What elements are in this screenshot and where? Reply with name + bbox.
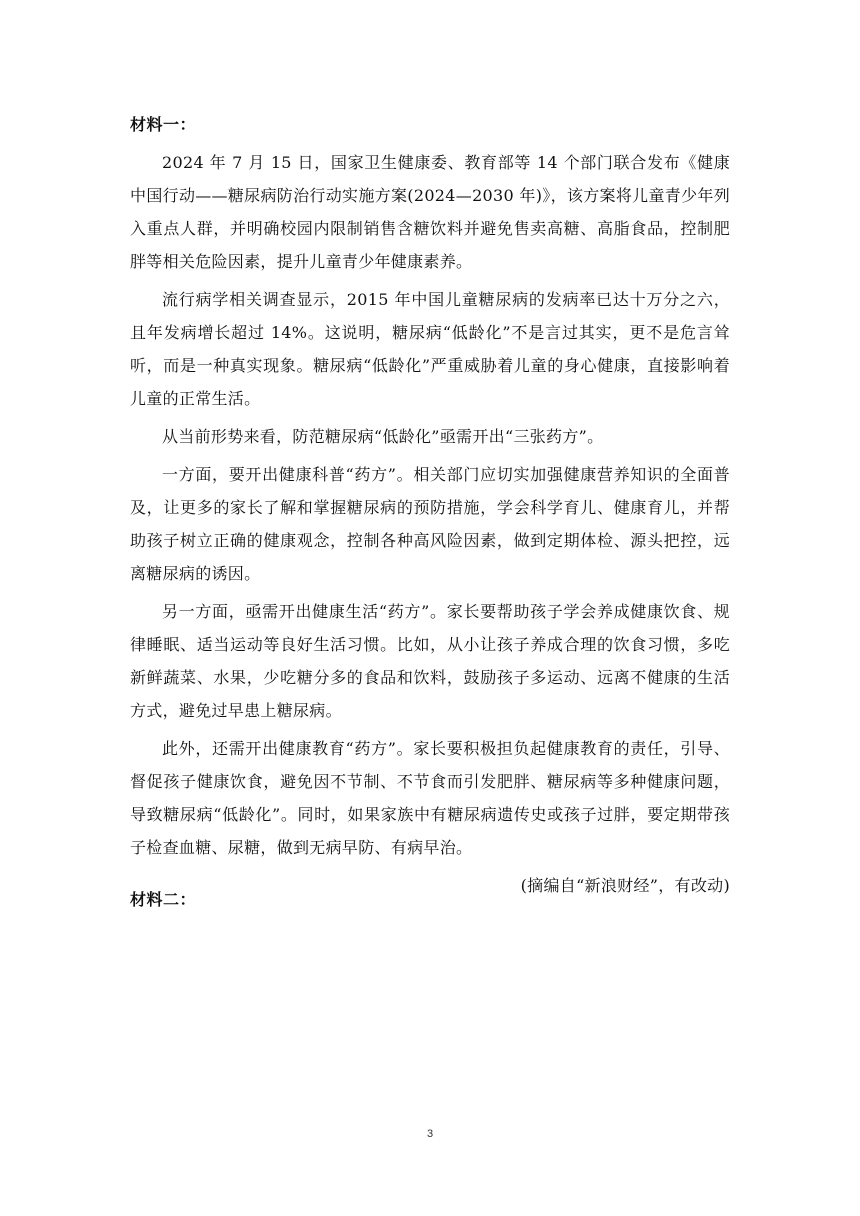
material-two-heading: 材料二： <box>130 890 197 909</box>
paragraph-6: 此外，还需开出健康教育“药方”。家长要积极担负起健康教育的责任，引导、督促孩子健康饮食，避免因不节制、不节食而引发肥胖、糖尿病等多种健康问题，导致糖尿病“低龄化”。同时，如果家族中有糖尿病遗传史或孩子过胖，要定期带孩子检查血糖、尿糖，做到无病早防、有病早治。 <box>130 739 730 857</box>
page-number: 3 <box>426 1128 434 1140</box>
material-one-body <box>130 146 730 902</box>
paragraph-2: 流行病学相关调查显示，2015 年中国儿童糖尿病的发病率已达十万分之六，且年发病增长超过 14%。这说明，糖尿病“低龄化”不是言过其实，更不是危言耸听，而是一种真实现象。糖尿病“低龄化”严重威胁着儿童的身心健康，直接影响着儿童的正常生活。 <box>130 290 730 408</box>
paragraph-4: 一方面，要开出健康科普“药方”。相关部门应切实加强健康营养知识的全面普及，让更多的家长了解和掌握糖尿病的预防措施，学会科学育儿、健康育儿，并帮助孩子树立正确的健康观念，控制各种高风险因素，做到定期体检、源头把控，远离糖尿病的诱因。 <box>130 465 730 583</box>
material-one-heading: 材料一： <box>130 115 197 134</box>
source-citation: (摘编自“新浪财经”，有改动) <box>520 876 730 895</box>
paragraph-5: 另一方面，亟需开出健康生活“药方”。家长要帮助孩子学会养成健康饮食、规律睡眠、适当运动等良好生活习惯。比如，从小让孩子养成合理的饮食习惯，多吃新鲜蔬菜、水果，少吃糖分多的食品和饮料，鼓励孩子多运动、远离不健康的生活方式，避免过早患上糖尿病。 <box>130 602 730 720</box>
paragraph-3: 从当前形势来看，防范糖尿病“低龄化”亟需开出“三张药方”。 <box>162 427 604 446</box>
paragraph-1: 2024 年 7 月 15 日，国家卫生健康委、教育部等 14 个部门联合发布《健康中国行动——糖尿病防治行动实施方案(2024—2030 年)》，该方案将儿童青少年列入重点人群，并明确校园内限制销售含糖饮料并避免售卖高糖、高脂食品，控制肥胖等相关危险因素，提升儿童青少年健康素养。 <box>130 153 730 271</box>
